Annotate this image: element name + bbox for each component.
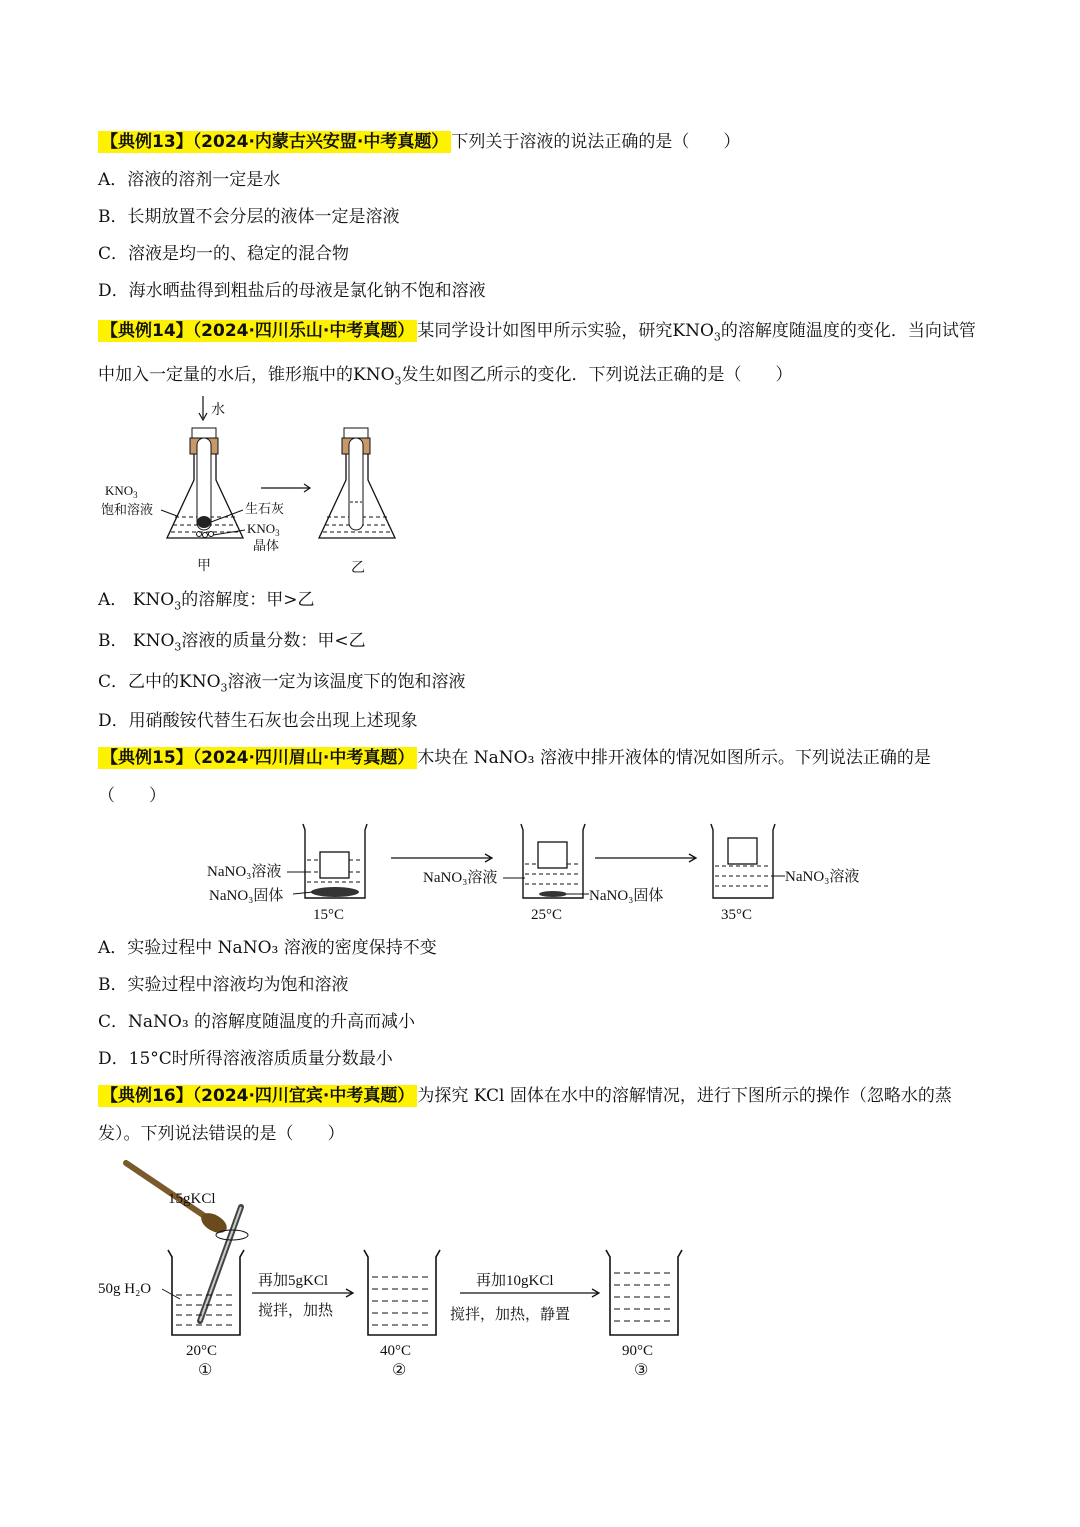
kno3-formula: $KNO_3$ — [132, 631, 182, 654]
kno3-formula: $KNO_3$ — [132, 590, 182, 613]
svg-text:饱和溶液: 饱和溶液 — [101, 502, 154, 517]
question-15-option-a[interactable]: A．实验过程中 NaNO₃ 溶液的密度保持不变 — [98, 938, 437, 958]
label-yi: 乙 — [351, 561, 365, 576]
kno3-formula: $KNO_3$ — [179, 672, 228, 695]
kno3-solution-label: $KNO_3$ — [105, 483, 138, 500]
flask-b — [319, 428, 395, 538]
beaker-35c — [711, 824, 775, 898]
svg-text:NaNO₃固体: NaNO₃固体 — [209, 888, 284, 904]
svg-text:90°C: 90°C — [622, 1343, 654, 1359]
question-14-tag: 【典例14】（2024·四川乐山·中考真题） — [98, 320, 417, 342]
question-14-option-d[interactable]: D．用硝酸铵代替生石灰也会出现上述现象 — [98, 711, 418, 731]
question-14-stem: 【典例14】（2024·四川乐山·中考真题） 某同学设计如图甲所示实验，研究$KNO_3$的溶解度随温度的变化．当向试管中加入一定量的水后，锥形瓶中的$KNO_3$发生如图乙所示的变化．下列说法正确的是（ ） — [98, 321, 976, 388]
question-13-tag: 【典例13】（2024·内蒙古兴安盟·中考真题） — [98, 131, 451, 153]
svg-text:NaNO₃溶液: NaNO₃溶液 — [785, 869, 860, 885]
svg-text:NaNO₃溶液: NaNO₃溶液 — [423, 870, 498, 886]
question-15-option-c[interactable]: C．NaNO₃ 的溶解度随温度的升高而减小 — [98, 1012, 416, 1032]
beaker-15c — [303, 824, 367, 898]
beaker-90c — [606, 1250, 682, 1335]
question-15-stem — [98, 739, 984, 815]
svg-text:NaNO₃溶液: NaNO₃溶液 — [207, 864, 282, 880]
beaker-40c — [364, 1250, 440, 1335]
beaker-20c — [168, 1250, 244, 1335]
svg-text:NaNO₃固体: NaNO₃固体 — [589, 888, 664, 904]
question-15-option-d[interactable]: D．15°C时所得溶液溶质质量分数最小 — [98, 1049, 393, 1069]
svg-text:晶体: 晶体 — [253, 538, 280, 553]
flask-a — [167, 428, 243, 538]
quicklime-label: 生石灰 — [245, 501, 285, 516]
svg-text:搅拌，加热，静置: 搅拌，加热，静置 — [450, 1307, 571, 1323]
svg-text:40°C: 40°C — [380, 1343, 412, 1359]
figure-kno3-experiment — [95, 392, 415, 582]
water-label: 水 — [211, 403, 225, 418]
svg-text:①: ① — [198, 1362, 213, 1379]
svg-text:再加5gKCl: 再加5gKCl — [258, 1273, 329, 1289]
question-14-option-c[interactable]: C．乙中的$KNO_3$溶液一定为该温度下的饱和溶液 — [98, 672, 466, 695]
kno3-formula: $KNO_3$ — [672, 321, 721, 344]
beaker-25c — [521, 824, 585, 898]
question-15-text: 木块在 NaNO₃ 溶液中排开液体的情况如图所示。下列说法正确的是（ ） — [98, 748, 931, 806]
label-jia: 甲 — [197, 559, 211, 574]
question-13-option-b[interactable]: B．长期放置不会分层的液体一定是溶液 — [98, 207, 400, 227]
kno3-formula: $KNO_3$ — [353, 365, 402, 388]
svg-text:②: ② — [392, 1362, 407, 1379]
question-14-option-b[interactable]: B． $KNO_3$溶液的质量分数：甲<乙 — [98, 631, 366, 654]
svg-text:35°C: 35°C — [721, 907, 753, 923]
question-13-option-d[interactable]: D．海水晒盐得到粗盐后的母液是氯化钠不饱和溶液 — [98, 281, 486, 301]
water-label: 50g H₂O — [98, 1281, 152, 1297]
question-15-option-b[interactable]: B．实验过程中溶液均为饱和溶液 — [98, 975, 349, 995]
question-13-option-c[interactable]: C．溶液是均一的、稳定的混合物 — [98, 244, 350, 264]
svg-text:25°C: 25°C — [531, 907, 563, 923]
question-13-stem — [98, 123, 984, 161]
crystal-label: $KNO_3$ — [247, 521, 280, 538]
question-16-text: 为探究 KCl 固体在水中的溶解情况，进行下图所示的操作（忽略水的蒸发）。下列说法错误的是（ ） — [98, 1086, 952, 1144]
figure-kcl-dissolution — [96, 1155, 716, 1380]
kcl-label: 15gKCl — [168, 1191, 216, 1207]
question-13-option-a[interactable]: A．溶液的溶剂一定是水 — [98, 170, 281, 190]
svg-text:搅拌，加热: 搅拌，加热 — [258, 1303, 334, 1319]
svg-text:15°C: 15°C — [313, 907, 345, 923]
svg-text:再加10gKCl: 再加10gKCl — [476, 1273, 554, 1289]
question-14-option-a[interactable]: A． $KNO_3$的溶解度：甲>乙 — [98, 590, 315, 613]
question-15-tag: 【典例15】（2024·四川眉山·中考真题） — [98, 747, 417, 769]
question-16-stem — [98, 1077, 984, 1153]
figure-nano3-beakers — [205, 820, 885, 930]
question-16-tag: 【典例16】（2024·四川宜宾·中考真题） — [98, 1085, 417, 1107]
question-13-text: 下列关于溶液的说法正确的是（ ） — [451, 132, 741, 152]
svg-text:20°C: 20°C — [186, 1343, 218, 1359]
svg-text:③: ③ — [634, 1362, 649, 1379]
